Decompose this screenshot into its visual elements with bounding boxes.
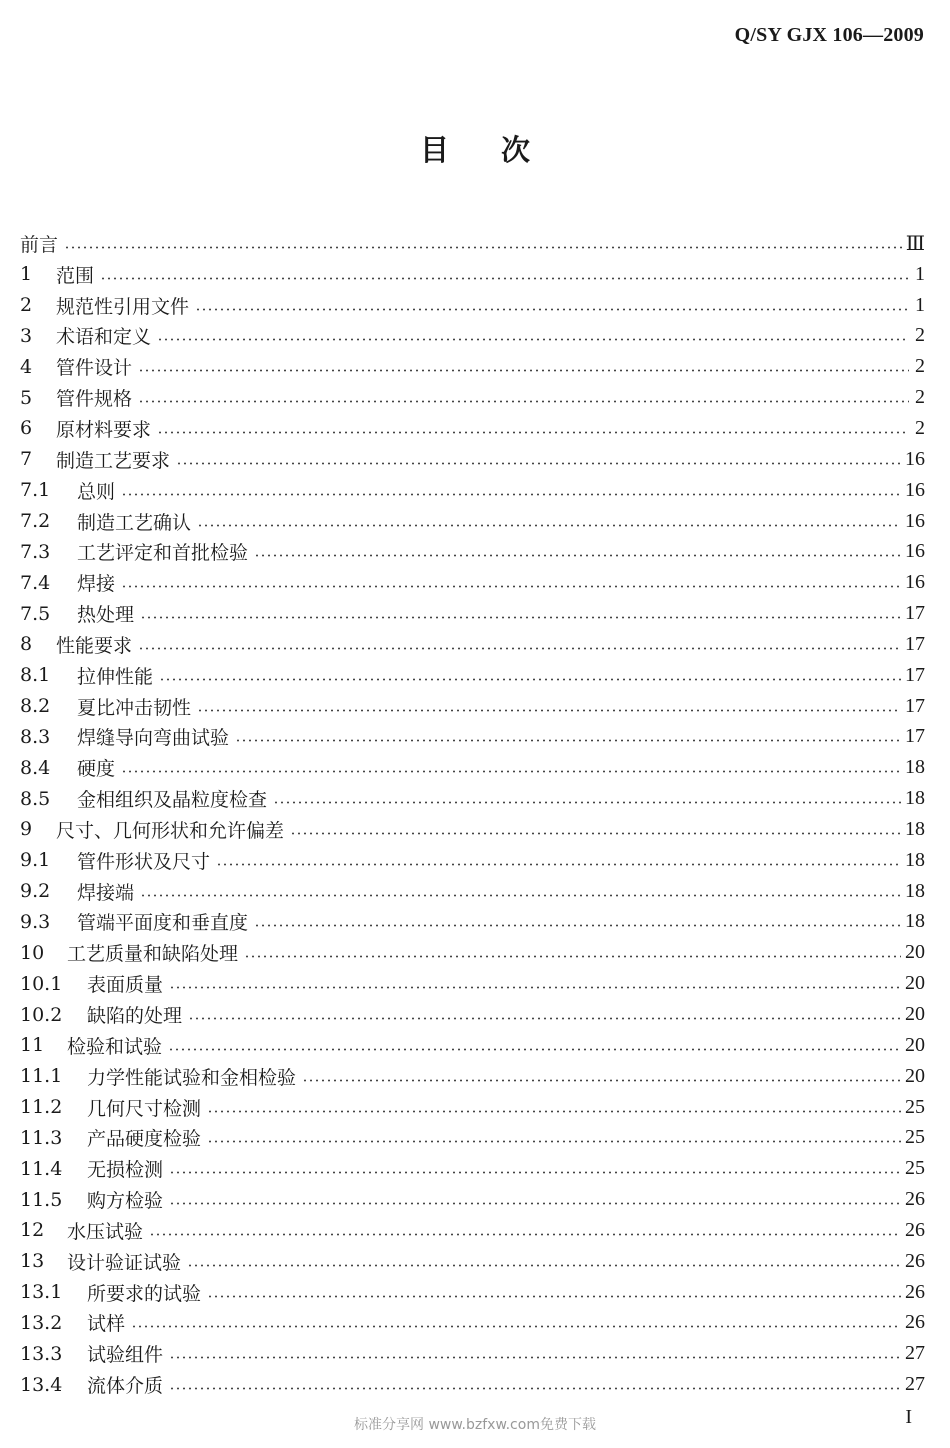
toc-entry-number: 5 (20, 386, 33, 409)
toc-entry-label: 管件形状及尺寸 (77, 850, 211, 873)
toc-entry-number: 6 (20, 417, 33, 440)
toc-entry-number: 7.4 (20, 571, 51, 594)
toc-entry-label: 焊缝导向弯曲试验 (77, 727, 230, 750)
toc-entry-label: 缺陷的处理 (87, 1005, 183, 1028)
toc-entry-number: 8.3 (20, 725, 51, 748)
toc-entry-label: 总则 (77, 480, 116, 503)
toc-entry[interactable] (20, 722, 925, 753)
toc-entry-label: 检验和试验 (67, 1035, 163, 1058)
toc-entry-number: 10.1 (20, 972, 63, 995)
toc-entry-number: 11.5 (20, 1188, 63, 1211)
toc-entry-label: 设计验证试验 (67, 1251, 182, 1274)
toc-entry-page: 2 (915, 355, 925, 378)
toc-entry[interactable] (20, 444, 925, 475)
toc-entry-label: 工艺评定和首批检验 (77, 542, 249, 565)
toc-entry-page: 2 (915, 386, 925, 409)
toc-entry[interactable] (20, 382, 925, 413)
toc-entry-page: Ⅲ (905, 232, 925, 255)
dot-leader (169, 1356, 901, 1359)
toc-entry[interactable] (20, 876, 925, 907)
toc-entry[interactable] (20, 968, 925, 999)
toc-entry[interactable] (20, 814, 925, 845)
standard-code: Q/SY GJX 106—2009 (734, 24, 924, 46)
toc-entry-label: 工艺质量和缺陷处理 (67, 943, 239, 966)
toc-entry[interactable] (20, 506, 925, 537)
toc-entry-page: 18 (905, 910, 925, 933)
toc-entry-page: 16 (905, 447, 925, 470)
toc-entry[interactable] (20, 907, 925, 938)
dot-leader (169, 1202, 901, 1205)
dot-leader (195, 308, 909, 311)
toc-entry[interactable] (20, 1369, 925, 1400)
toc-entry-label: 热处理 (77, 604, 135, 627)
toc-entry[interactable] (20, 598, 925, 629)
toc-entry-page: 27 (905, 1342, 925, 1365)
toc-entry-label: 几何尺寸检测 (87, 1097, 202, 1120)
dot-leader (131, 1325, 901, 1328)
toc-entry-page: 17 (905, 663, 925, 686)
toc-entry-number: 8.1 (20, 664, 51, 687)
toc-entry-label: 前言 (20, 233, 59, 256)
toc-entry-number: 7 (20, 448, 33, 471)
toc-entry-label: 管件规格 (56, 388, 133, 411)
toc-entry-page: 17 (905, 725, 925, 748)
dot-leader (197, 524, 901, 527)
toc-entry-page: 26 (905, 1218, 925, 1241)
toc-entry-label: 试验组件 (87, 1344, 164, 1367)
toc-entry-page: 2 (915, 324, 925, 347)
toc-entry[interactable] (20, 999, 925, 1030)
toc-entry[interactable] (20, 691, 925, 722)
toc-entry-number: 8.5 (20, 787, 51, 810)
dot-leader (140, 894, 901, 897)
toc-entry-number: 11 (20, 1034, 45, 1057)
toc-entry[interactable] (20, 1153, 925, 1184)
toc-entry-number: 11.2 (20, 1096, 63, 1119)
toc-entry[interactable] (20, 1092, 925, 1123)
dot-leader (188, 1017, 901, 1020)
toc-entry[interactable] (20, 783, 925, 814)
toc-entry-label: 力学性能试验和金相检验 (87, 1066, 297, 1089)
toc-entry-label: 尺寸、几何形状和允许偏差 (56, 819, 285, 842)
footer-watermark: 标准分享网 www.bzfxw.com免费下载 (354, 1417, 596, 1433)
toc-entry-number: 9.1 (20, 849, 51, 872)
toc-entry-number: 8.2 (20, 695, 51, 718)
toc-entry-page: 16 (905, 571, 925, 594)
dot-leader (273, 801, 901, 804)
toc-entry-page: 25 (905, 1095, 925, 1118)
dot-leader (216, 863, 901, 866)
toc-entry-page: 16 (905, 478, 925, 501)
dot-leader (207, 1295, 901, 1298)
toc-entry[interactable] (20, 1122, 925, 1153)
toc-entry-number: 13.3 (20, 1342, 63, 1365)
toc-entry-page: 18 (905, 817, 925, 840)
dot-leader (254, 554, 901, 557)
toc-entry-label: 硬度 (77, 758, 116, 781)
toc-entry-page: 26 (905, 1311, 925, 1334)
dot-leader (140, 616, 901, 619)
toc-entry[interactable] (20, 1184, 925, 1215)
toc-entry-label: 规范性引用文件 (56, 295, 190, 318)
toc-entry-page: 1 (915, 262, 925, 285)
toc-entry-label: 无损检测 (87, 1159, 164, 1182)
toc-entry-label: 拉伸性能 (77, 665, 154, 688)
toc-entry-number: 11.4 (20, 1157, 63, 1180)
toc-entry-label: 性能要求 (56, 634, 133, 657)
toc-entry-page: 26 (905, 1188, 925, 1211)
toc-entry[interactable] (20, 259, 925, 290)
page-title: 目次 (419, 133, 582, 167)
toc-entry-number: 7.2 (20, 510, 51, 533)
toc-entry-number: 13 (20, 1250, 45, 1273)
toc-entry-page: 25 (905, 1157, 925, 1180)
toc-entry-label: 制造工艺确认 (77, 511, 192, 534)
toc-entry-page: 18 (905, 756, 925, 779)
toc-entry-page: 20 (905, 1064, 925, 1087)
dot-leader (187, 1264, 901, 1267)
toc-entry[interactable] (20, 1277, 925, 1308)
toc-entry[interactable] (20, 536, 925, 567)
toc-entry-page: 18 (905, 848, 925, 871)
toc-entry-number: 10 (20, 941, 45, 964)
toc-entry-page: 1 (915, 293, 925, 316)
toc-entry-number: 8 (20, 633, 33, 656)
dot-leader (207, 1110, 901, 1113)
toc-entry[interactable] (20, 351, 925, 382)
toc-entry-label: 购方检验 (87, 1190, 164, 1213)
toc-entry-number: 3 (20, 324, 33, 347)
dot-leader (121, 493, 901, 496)
dot-leader (149, 1233, 901, 1236)
dot-leader (168, 1048, 901, 1051)
toc-entry-page: 20 (905, 941, 925, 964)
dot-leader (169, 986, 901, 989)
dot-leader (157, 431, 909, 434)
toc-entry-number: 10.2 (20, 1003, 63, 1026)
toc-entry-number: 2 (20, 294, 33, 317)
dot-leader (121, 770, 901, 773)
dot-leader (290, 832, 901, 835)
toc-entry-label: 焊接端 (77, 881, 135, 904)
toc-entry-page: 16 (905, 509, 925, 532)
dot-leader (138, 400, 909, 403)
toc-entry-number: 7.5 (20, 602, 51, 625)
toc-entry[interactable] (20, 629, 925, 660)
toc-entry-label: 术语和定义 (56, 326, 152, 349)
toc-entry[interactable] (20, 845, 925, 876)
toc-entry-number: 8.4 (20, 756, 51, 779)
toc-entry-page: 17 (905, 694, 925, 717)
toc-entry-page: 20 (905, 1033, 925, 1056)
toc-entry-page: 26 (905, 1280, 925, 1303)
toc-entry-page: 26 (905, 1249, 925, 1272)
toc-entry-page: 18 (905, 879, 925, 902)
dot-leader (207, 1140, 901, 1143)
toc-entry-number: 1 (20, 263, 33, 286)
toc-entry[interactable] (20, 752, 925, 783)
toc-entry-label: 管件设计 (56, 357, 133, 380)
toc-entry-label: 金相组织及晶粒度检查 (77, 789, 268, 812)
toc-entry[interactable] (20, 321, 925, 352)
toc-entry-page: 18 (905, 787, 925, 810)
toc-entry-number: 7.3 (20, 540, 51, 563)
dot-leader (138, 647, 901, 650)
toc-entry-label: 产品硬度检验 (87, 1128, 202, 1151)
toc-entry-label: 夏比冲击韧性 (77, 696, 192, 719)
dot-leader (138, 369, 909, 372)
toc-entry-page: 17 (905, 632, 925, 655)
toc-entry-page: 17 (905, 602, 925, 625)
toc-entry-number: 9.3 (20, 910, 51, 933)
dot-leader (100, 277, 909, 280)
dot-leader (302, 1079, 901, 1082)
toc-entry-number: 4 (20, 355, 33, 378)
toc-entry[interactable] (20, 567, 925, 598)
toc-entry-number: 9 (20, 818, 33, 841)
toc-entry-number: 11.1 (20, 1065, 63, 1088)
toc-entry-label: 所要求的试验 (87, 1282, 202, 1305)
dot-leader (169, 1387, 901, 1390)
toc-entry-number: 13.2 (20, 1311, 63, 1334)
toc-entry[interactable] (20, 475, 925, 506)
toc-entry-page: 20 (905, 1003, 925, 1026)
toc-entry-number: 13.1 (20, 1281, 63, 1304)
toc-entry-label: 表面质量 (87, 974, 164, 997)
toc-entry[interactable] (20, 413, 925, 444)
toc-entry-number: 7.1 (20, 479, 51, 502)
dot-leader (244, 955, 901, 958)
toc-entry[interactable] (20, 228, 925, 259)
dot-leader (159, 678, 901, 681)
dot-leader (64, 246, 902, 249)
toc-entry-label: 原材料要求 (56, 418, 152, 441)
dot-leader (254, 924, 901, 927)
toc-entry-page: 2 (915, 416, 925, 439)
toc-entry-number: 9.2 (20, 880, 51, 903)
toc-entry-page: 20 (905, 972, 925, 995)
toc-entry-label: 管端平面度和垂直度 (77, 912, 249, 935)
toc-entry[interactable] (20, 1308, 925, 1339)
toc-entry-label: 试样 (87, 1313, 126, 1336)
table-of-contents (20, 228, 925, 1400)
toc-entry[interactable] (20, 290, 925, 321)
toc-entry-number: 13.4 (20, 1373, 63, 1396)
toc-entry-label: 范围 (56, 264, 95, 287)
toc-entry[interactable] (20, 1030, 925, 1061)
toc-entry[interactable] (20, 1246, 925, 1277)
toc-entry-label: 水压试验 (67, 1220, 144, 1243)
toc-entry[interactable] (20, 1338, 925, 1369)
dot-leader (169, 1171, 901, 1174)
dot-leader (176, 462, 901, 465)
dot-leader (235, 739, 901, 742)
toc-entry-label: 制造工艺要求 (56, 449, 171, 472)
dot-leader (121, 585, 901, 588)
toc-entry-number: 12 (20, 1219, 45, 1242)
dot-leader (197, 709, 901, 712)
toc-entry-page: 27 (905, 1373, 925, 1396)
toc-entry[interactable] (20, 660, 925, 691)
toc-entry-label: 焊接 (77, 573, 116, 596)
toc-entry[interactable] (20, 1061, 925, 1092)
toc-entry-number: 11.3 (20, 1126, 63, 1149)
toc-entry[interactable] (20, 937, 925, 968)
toc-entry-label: 流体介质 (87, 1375, 164, 1398)
page-number: I (905, 1406, 912, 1428)
toc-entry[interactable] (20, 1215, 925, 1246)
toc-entry-page: 16 (905, 540, 925, 563)
toc-entry-page: 25 (905, 1126, 925, 1149)
dot-leader (157, 338, 909, 341)
